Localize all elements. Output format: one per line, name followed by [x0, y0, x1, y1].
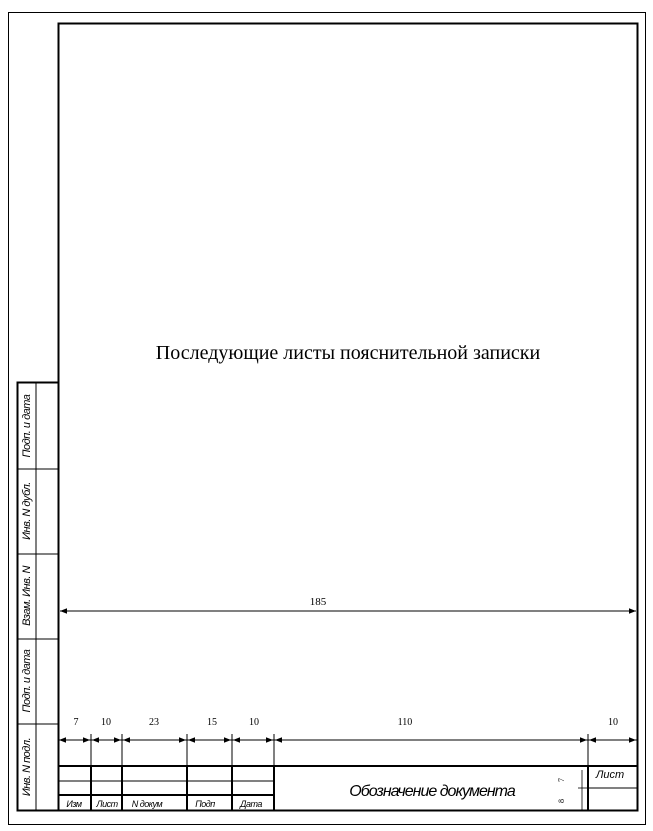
side-field-podp-data-2: Подп. и дата	[21, 649, 33, 713]
dimension-bottom-height: 8	[557, 799, 566, 803]
dimension-columns	[58, 717, 637, 766]
dimension-col-3: 23	[149, 717, 159, 728]
dimension-col-1: 7	[73, 717, 79, 728]
side-stamp	[18, 383, 59, 811]
header-data: Дата	[240, 799, 262, 809]
dimension-col-6: 110	[397, 717, 413, 728]
side-field-inv-podl: Инв. N подл.	[21, 737, 33, 797]
sheet-label: Лист	[595, 769, 625, 781]
header-n-dokum: N докум	[131, 799, 163, 809]
title-block	[58, 766, 637, 810]
dimension-col-7: 10	[608, 717, 618, 728]
side-field-vzam-inv: Взам. Инв. N	[21, 566, 33, 626]
dimension-overall	[60, 596, 636, 611]
dimension-overall-label: 185	[309, 596, 327, 608]
header-podp: Подп	[195, 799, 215, 809]
side-field-inv-dubl: Инв. N дубл.	[21, 482, 33, 540]
side-field-podp-data-1: Подп. и дата	[21, 394, 33, 458]
outer-frame	[9, 13, 646, 825]
dimension-col-2: 10	[101, 717, 111, 728]
document-designation: Обозначение документа	[349, 783, 515, 800]
header-izm: Изм	[66, 799, 82, 809]
header-list: Лист	[96, 799, 118, 809]
inner-frame	[59, 24, 638, 811]
dimension-col-5: 10	[249, 717, 259, 728]
dimension-col-4: 15	[207, 717, 217, 728]
dimension-row-height: 7	[557, 778, 566, 782]
page-title: Последующие листы пояснительной записки	[155, 342, 541, 364]
